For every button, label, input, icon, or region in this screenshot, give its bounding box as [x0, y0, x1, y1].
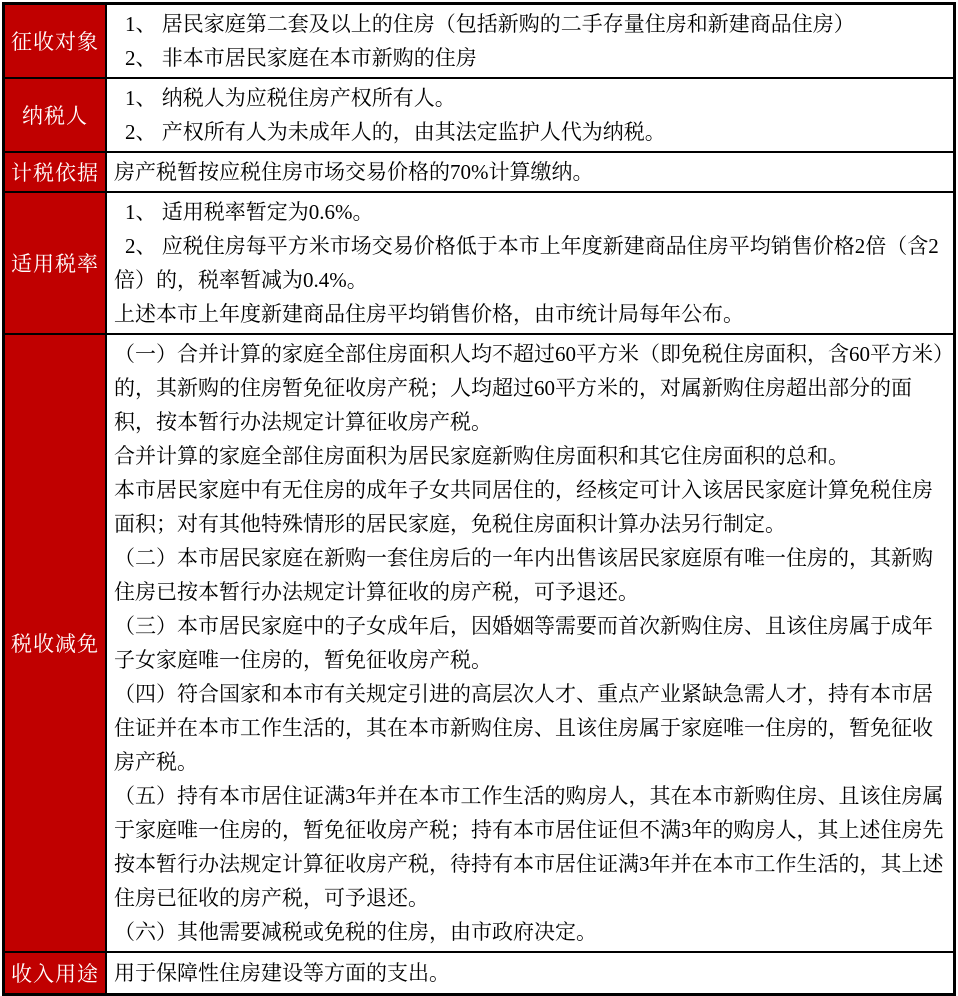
- paragraph: 2、 产权所有人为未成年人的，由其法定监护人代为纳税。: [125, 120, 666, 144]
- table-row-tax-relief: [4, 334, 955, 952]
- row-content-tax-rate: [106, 192, 955, 334]
- paragraph: 上述本市上年度新建商品住房平均销售价格，由市统计局每年公布。: [114, 302, 744, 326]
- table-row-tax-basis: [4, 152, 955, 192]
- row-label-revenue-use: 收入用途: [4, 952, 107, 994]
- table-row-revenue-use: [4, 952, 955, 994]
- row-label-tax-scope: 征收对象: [4, 4, 107, 79]
- paragraph: 2、 非本市居民家庭在本市新购的住房: [125, 46, 477, 70]
- row-content-revenue-use: [106, 952, 955, 994]
- row-label-tax-relief: 税收减免: [4, 334, 107, 952]
- paragraph: 1、 纳税人为应税住房产权所有人。: [125, 86, 456, 110]
- property-tax-table: [2, 2, 956, 996]
- row-label-taxpayer: 纳税人: [4, 78, 107, 152]
- row-label-tax-rate: 适用税率: [4, 192, 107, 334]
- paragraph: 2、 应税住房每平方米市场交易价格低于本市上年度新建商品住房平均销售价格2倍（含2倍）的，税率暂减为0.4%。: [114, 234, 939, 292]
- paragraph: （五）持有本市居住证满3年并在本市工作生活的购房人，其在本市新购住房、且该住房属于家庭唯一住房的，暂免征收房产税；持有本市居住证但不满3年的购房人，其上述住房先按本暂行办法规定计算征收房产税，待持有本市居住证满3年并在本市工作生活的，其上述住房已征收的房产税，可予退还。: [114, 784, 944, 910]
- row-content-taxpayer: [106, 78, 955, 152]
- row-content-tax-basis: [106, 152, 955, 192]
- paragraph: 合并计算的家庭全部住房面积为居民家庭新购住房面积和其它住房面积的总和。: [114, 444, 849, 468]
- table-row-tax-scope: [4, 4, 955, 79]
- paragraph: 用于保障性住房建设等方面的支出。: [114, 960, 450, 985]
- paragraph: 1、 适用税率暂定为0.6%。: [125, 200, 374, 224]
- row-label-tax-basis: 计税依据: [4, 152, 107, 192]
- table-row-tax-rate: [4, 192, 955, 334]
- paragraph: 1、 居民家庭第二套及以上的住房（包括新购的二手存量住房和新建商品住房）: [125, 12, 855, 36]
- paragraph: （六）其他需要减税或免税的住房，由市政府决定。: [114, 920, 597, 944]
- row-content-tax-scope: [106, 4, 955, 79]
- paragraph: （二）本市居民家庭在新购一套住房后的一年内出售该居民家庭原有唯一住房的，其新购住房已按本暂行办法规定计算征收的房产税，可予退还。: [114, 546, 933, 604]
- paragraph: （一）合并计算的家庭全部住房面积人均不超过60平方米（即免税住房面积，含60平方米）的，其新购的住房暂免征收房产税；人均超过60平方米的，对属新购住房超出部分的面积，按本暂行办法规定计算征收房产税。: [114, 342, 944, 434]
- paragraph: 房产税暂按应税住房市场交易价格的70%计算缴纳。: [114, 160, 594, 184]
- paragraph: （四）符合国家和本市有关规定引进的高层次人才、重点产业紧缺急需人才，持有本市居住证并在本市工作生活的，其在本市新购住房、且该住房属于家庭唯一住房的，暂免征收房产税。: [114, 682, 933, 774]
- paragraph: 本市居民家庭中有无住房的成年子女共同居住的，经核定可计入该居民家庭计算免税住房面积；对有其他特殊情形的居民家庭，免税住房面积计算办法另行制定。: [114, 478, 933, 536]
- paragraph: （三）本市居民家庭中的子女成年后，因婚姻等需要而首次新购住房、且该住房属于成年子女家庭唯一住房的，暂免征收房产税。: [114, 614, 933, 672]
- table-row-taxpayer: [4, 78, 955, 152]
- row-content-tax-relief: [106, 334, 955, 952]
